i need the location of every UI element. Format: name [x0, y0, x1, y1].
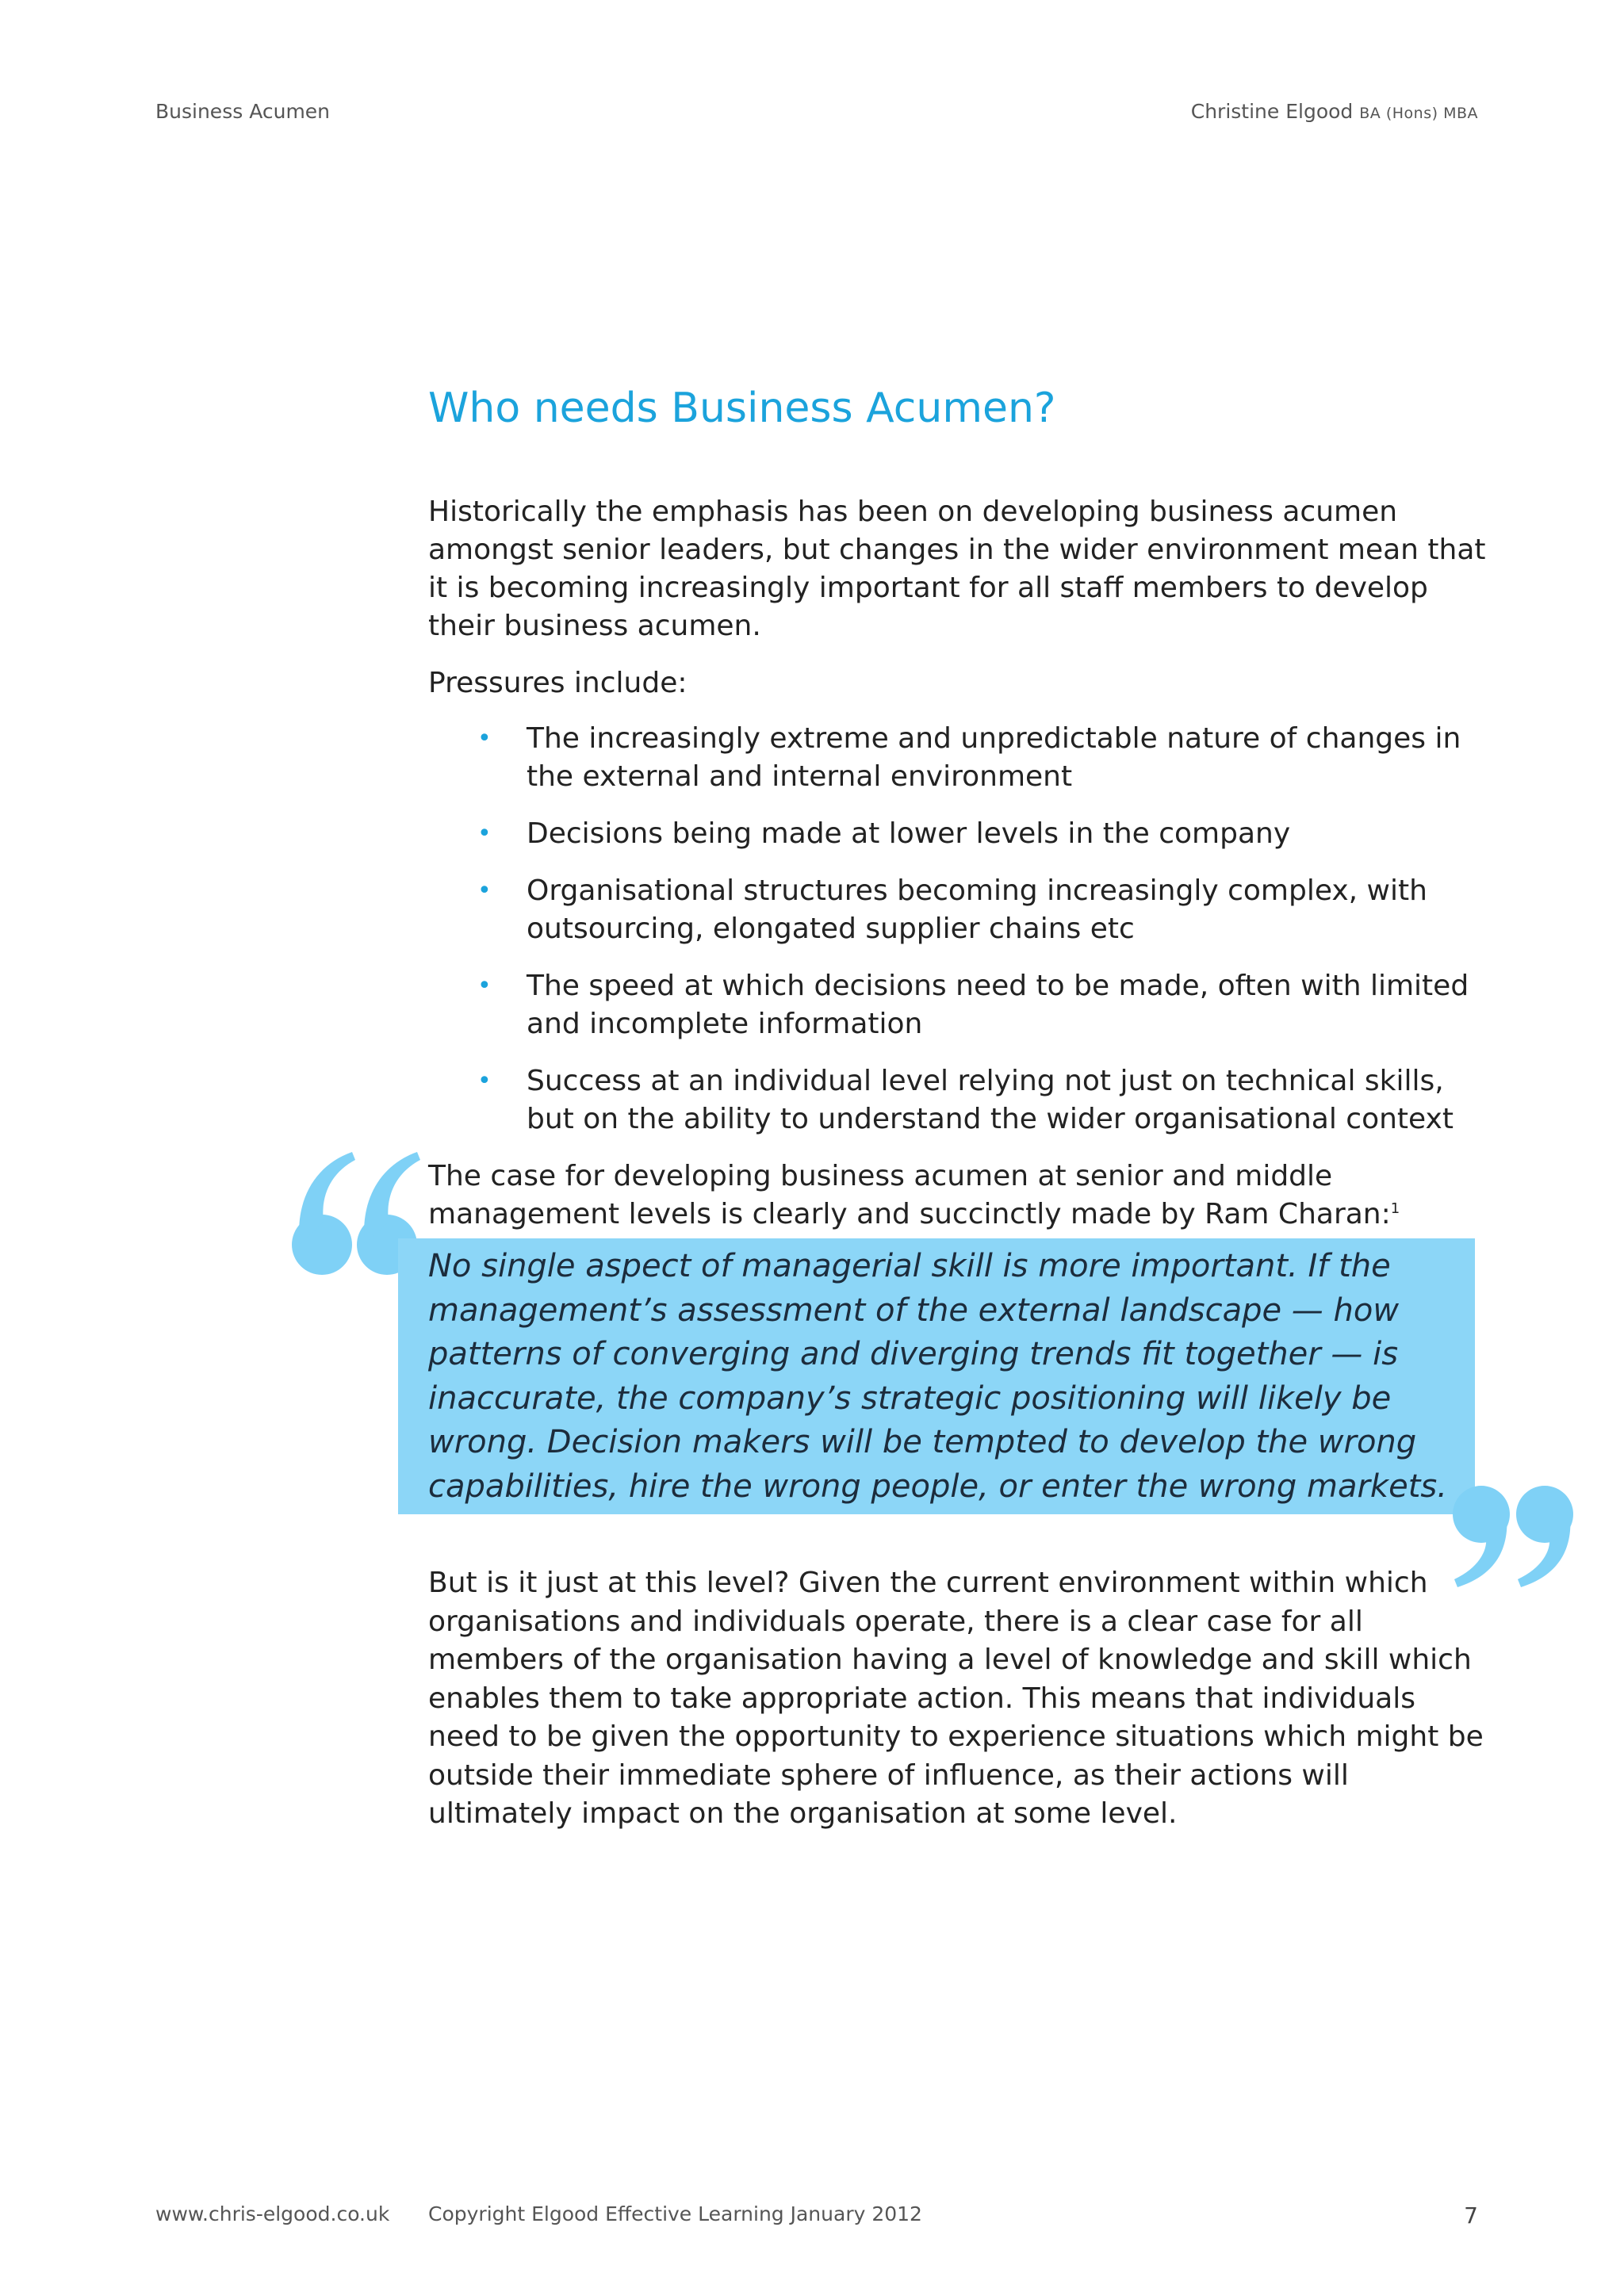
pull-quote-text: No single aspect of managerial skill is more important. If the management’s assessment of the external landscape — how patterns of converging and diverging trends fit together — is inaccurate, the company’s strategic positioning will likely be wrong. Decision makers will be tempted to develop the wrong capabilities, hire the wrong people, or enter the wrong markets. — [428, 1248, 1447, 1505]
list-item — [477, 815, 1491, 853]
bullet-icon: • — [477, 972, 492, 1000]
pressures-label: Pressures include: — [428, 667, 688, 699]
header-credentials — [1359, 105, 1478, 122]
list-item — [477, 967, 1491, 1043]
list-item — [477, 872, 1491, 948]
credential-mba: MBA — [1443, 105, 1478, 122]
header-document-title: Business Acumen — [155, 100, 331, 123]
footer-website-link[interactable]: www.chris-elgood.co.uk — [155, 2202, 390, 2225]
list-item — [477, 1062, 1491, 1138]
closing-paragraph: But is it just at this level? Given the current environment within which organisations and individuals operate, there is a clear case for all members of the organisation having a level of knowledge and skill which enables them to take appropriate action. This means that individuals need to be given the opportunity to experience situations which might be outside their immediate sphere of influence, as their actions will ultimately impact on the organisation at some level. — [428, 1567, 1484, 1830]
bullet-icon: • — [477, 725, 492, 752]
credential-hons: (Hons) — [1385, 105, 1438, 122]
list-item-text: The increasingly extreme and unpredictable nature of changes in the external and internal environment — [527, 722, 1461, 793]
list-item-text: Decisions being made at lower levels in the company — [527, 817, 1291, 850]
header-author-name: Christine Elgood — [1190, 100, 1354, 123]
page-number: 7 — [1464, 2202, 1478, 2229]
credential-ba: BA — [1359, 105, 1381, 122]
footnote-marker: 1 — [1390, 1200, 1400, 1217]
pressures-list — [428, 720, 1491, 1138]
list-item — [477, 720, 1491, 796]
list-item-text: Organisational structures becoming increasingly complex, with outsourcing, elongated supplier chains etc — [527, 874, 1427, 945]
bullet-icon: • — [477, 1067, 492, 1095]
main-content — [428, 381, 1491, 1253]
pull-quote-box — [398, 1238, 1475, 1514]
case-paragraph — [428, 1158, 1491, 1234]
bullet-icon: • — [477, 820, 492, 848]
case-paragraph-text: The case for developing business acumen at senior and middle management levels is clearly and succinctly made by Ram Charan: — [428, 1160, 1391, 1230]
intro-paragraph: Historically the emphasis has been on developing business acumen amongst senior leaders, but changes in the wider environment mean that it is becoming increasingly important for all staff members to develop their business acumen. — [428, 496, 1486, 642]
page-title: Who needs Business Acumen? — [428, 385, 1056, 432]
running-header — [155, 100, 1478, 132]
list-item-text: The speed at which decisions need to be made, often with limited and incomplete information — [527, 970, 1469, 1040]
list-item-text: Success at an individual level relying not just on technical skills, but on the ability to understand the wider organisational context — [527, 1065, 1454, 1135]
header-author — [1191, 100, 1478, 123]
footer-copyright: Copyright Elgood Effective Learning January 2012 — [428, 2202, 922, 2225]
page-footer — [155, 2202, 1478, 2234]
bullet-icon: • — [477, 877, 492, 905]
